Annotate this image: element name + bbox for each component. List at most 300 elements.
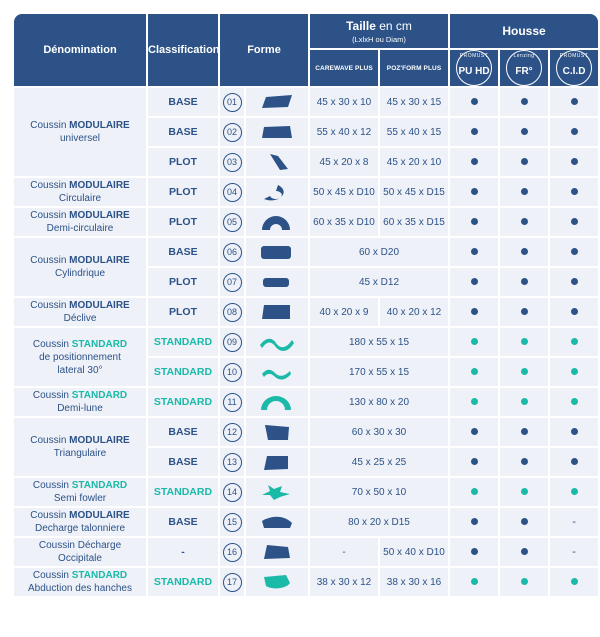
housse-lenzing-cell	[500, 538, 548, 566]
housse-title: Housse	[502, 24, 546, 38]
housse-puhd-cell	[450, 268, 498, 296]
housse-lenzing-cell	[500, 358, 548, 386]
number-badge: 03	[223, 153, 242, 172]
product-name-line2: de positionnement	[39, 351, 121, 363]
pozform-size-cell: 50 x 45 x D15	[380, 178, 448, 206]
housse-lenzing-cell	[500, 508, 548, 536]
shape-cell	[246, 358, 308, 386]
housse-cid-cell	[550, 238, 598, 266]
number-badge: 04	[223, 183, 242, 202]
product-prefix: Coussin	[32, 480, 69, 491]
product-name-line2: Circulaire	[58, 193, 102, 204]
availability-dot-icon	[571, 188, 578, 195]
availability-dot-icon	[571, 248, 578, 255]
shape-cell	[246, 568, 308, 596]
unavailable-dash: -	[572, 546, 576, 558]
product-name	[14, 238, 146, 296]
shape-cell	[246, 478, 308, 506]
housse-puhd-cell	[450, 208, 498, 236]
housse-lenzing-cell	[500, 268, 548, 296]
product-name-line1	[20, 479, 140, 492]
logo-puhd-main: PU HD	[458, 65, 490, 77]
product-prefix: Coussin	[32, 390, 69, 401]
product-keyword: MODULAIRE	[69, 510, 130, 521]
housse-puhd-cell	[450, 238, 498, 266]
slab-b-shape-icon	[258, 123, 296, 142]
housse-puhd-cell	[450, 178, 498, 206]
product-name-line2: Semi fowler	[53, 493, 107, 504]
product-name-line1	[20, 434, 140, 447]
housse-lenzing-cell	[500, 388, 548, 416]
availability-dot-icon	[471, 488, 478, 495]
availability-dot-icon	[471, 518, 478, 525]
number-badge: 15	[223, 513, 242, 532]
product-name-line1	[20, 209, 140, 222]
housse-cid-cell	[550, 418, 598, 446]
shape-cell	[246, 508, 308, 536]
slab-a-shape-icon	[258, 93, 296, 112]
size-cell: 70 x 50 x 10	[310, 478, 448, 506]
product-name	[14, 508, 146, 536]
product-name-line1	[20, 299, 140, 312]
table-row	[14, 478, 598, 506]
product-prefix: Coussin	[32, 338, 69, 350]
product-name-line2: Cylindrique	[54, 268, 106, 279]
product-name-line2: Occipitale	[58, 553, 102, 564]
table-row	[14, 568, 598, 596]
number-cell	[220, 478, 244, 506]
housse-cid-cell	[550, 568, 598, 596]
classification-cell: BASE	[148, 238, 218, 266]
product-prefix: Coussin Décharge	[38, 540, 122, 551]
availability-dot-icon	[521, 428, 528, 435]
availability-dot-icon	[521, 128, 528, 135]
housse-puhd-cell	[450, 478, 498, 506]
classification-cell: STANDARD	[148, 328, 218, 356]
product-keyword: MODULAIRE	[69, 300, 130, 311]
table-row	[14, 418, 598, 446]
classification-cell: BASE	[148, 448, 218, 476]
classification-cell: PLOT	[148, 148, 218, 176]
number-cell	[220, 208, 244, 236]
product-name-line2: Demi-circulaire	[46, 223, 114, 234]
housse-cid-cell	[550, 388, 598, 416]
carewave-size-cell: 45 x 20 x 8	[310, 148, 378, 176]
table-row	[14, 238, 598, 266]
availability-dot-icon	[521, 518, 528, 525]
product-name	[14, 178, 146, 206]
carewave-size-cell: 50 x 45 x D10	[310, 178, 378, 206]
availability-dot-icon	[471, 398, 478, 405]
size-cell: 180 x 55 x 15	[310, 328, 448, 356]
ring-shape-icon	[258, 183, 296, 202]
logo-lenzing-top: Lenzing	[513, 53, 535, 59]
housse-cid-cell	[550, 178, 598, 206]
availability-dot-icon	[521, 458, 528, 465]
product-name-line1	[20, 338, 140, 351]
housse-lenzing-cell	[500, 478, 548, 506]
shape-cell	[246, 448, 308, 476]
number-badge: 07	[223, 273, 242, 292]
classification-cell: PLOT	[148, 268, 218, 296]
number-badge: 08	[223, 303, 242, 322]
availability-dot-icon	[471, 278, 478, 285]
carewave-size-cell: 45 x 30 x 10	[310, 88, 378, 116]
product-name	[14, 538, 146, 566]
product-name-line2: Déclive	[63, 313, 97, 324]
housse-cid-cell	[550, 448, 598, 476]
housse-lenzing-cell	[500, 418, 548, 446]
product-keyword: MODULAIRE	[69, 210, 130, 221]
size-cell: 45 x D12	[310, 268, 448, 296]
number-cell	[220, 178, 244, 206]
availability-dot-icon	[571, 428, 578, 435]
housse-cid-cell	[550, 358, 598, 386]
product-name-line1	[20, 254, 140, 267]
cyl-small-shape-icon	[258, 273, 296, 292]
availability-dot-icon	[571, 338, 578, 345]
number-badge: 14	[223, 483, 242, 502]
housse-puhd-cell	[450, 118, 498, 146]
availability-dot-icon	[471, 248, 478, 255]
product-name-line2: Triangulaire	[53, 448, 107, 459]
table-row	[14, 178, 598, 206]
wedge-shape-icon	[258, 303, 296, 322]
classification-cell: STANDARD	[148, 568, 218, 596]
number-cell	[220, 358, 244, 386]
wave-big-shape-icon	[258, 333, 296, 352]
number-cell	[220, 538, 244, 566]
availability-dot-icon	[521, 548, 528, 555]
pozform-size-cell: 45 x 30 x 15	[380, 88, 448, 116]
classification-cell: PLOT	[148, 208, 218, 236]
number-cell	[220, 448, 244, 476]
availability-dot-icon	[521, 368, 528, 375]
tri-a-shape-icon	[258, 423, 296, 442]
housse-lenzing-cell	[500, 118, 548, 146]
header-classification: Classification	[148, 14, 218, 86]
housse-puhd-cell	[450, 148, 498, 176]
product-name	[14, 388, 146, 416]
number-cell	[220, 88, 244, 116]
pozform-size-cell: 50 x 40 x D10	[380, 538, 448, 566]
housse-puhd-cell	[450, 88, 498, 116]
availability-dot-icon	[471, 128, 478, 135]
shape-cell	[246, 298, 308, 326]
availability-dot-icon	[571, 98, 578, 105]
logo-puhd-top: PROMUST	[459, 53, 489, 59]
number-cell	[220, 148, 244, 176]
size-cell: 60 x D20	[310, 238, 448, 266]
availability-dot-icon	[471, 338, 478, 345]
availability-dot-icon	[571, 308, 578, 315]
availability-dot-icon	[471, 308, 478, 315]
number-badge: 06	[223, 243, 242, 262]
pozform-size-cell: 60 x 35 x D15	[380, 208, 448, 236]
housse-puhd-cell	[450, 418, 498, 446]
heel-shape-icon	[258, 513, 296, 532]
classification-cell: STANDARD	[148, 358, 218, 386]
product-name-line2: universel	[59, 133, 101, 144]
number-cell	[220, 118, 244, 146]
taille-title: Taille	[346, 18, 376, 33]
housse-lenzing-cell	[500, 208, 548, 236]
number-badge: 11	[223, 393, 242, 412]
number-cell	[220, 298, 244, 326]
product-keyword: MODULAIRE	[69, 255, 130, 266]
availability-dot-icon	[471, 218, 478, 225]
pozform-size-cell: 55 x 40 x 15	[380, 118, 448, 146]
housse-cid-cell	[550, 88, 598, 116]
classification-cell: PLOT	[148, 298, 218, 326]
number-badge: 02	[223, 123, 242, 142]
pozform-size-cell: 38 x 30 x 16	[380, 568, 448, 596]
tri-b-shape-icon	[258, 453, 296, 472]
number-cell	[220, 238, 244, 266]
number-badge: 09	[223, 333, 242, 352]
availability-dot-icon	[571, 578, 578, 585]
product-table	[12, 12, 600, 598]
cyl-big-shape-icon	[258, 243, 296, 262]
product-name	[14, 478, 146, 506]
table-row	[14, 328, 598, 356]
product-keyword: MODULAIRE	[69, 120, 130, 131]
table-row	[14, 88, 598, 116]
shape-cell	[246, 538, 308, 566]
housse-cid-cell	[550, 478, 598, 506]
size-cell: 80 x 20 x D15	[310, 508, 448, 536]
product-name-line2: Abduction des hanches	[28, 583, 132, 594]
number-badge: 17	[223, 573, 242, 592]
number-cell	[220, 268, 244, 296]
product-prefix: Coussin	[30, 255, 67, 266]
taille-subtitle: (LxlxH ou Diam)	[352, 34, 406, 44]
table-row	[14, 508, 598, 536]
product-name-line2: Demi-lune	[57, 403, 103, 414]
housse-puhd-cell	[450, 568, 498, 596]
housse-puhd-cell	[450, 538, 498, 566]
product-name	[14, 208, 146, 236]
table-row	[14, 298, 598, 326]
classification-cell: -	[148, 538, 218, 566]
shape-cell	[246, 238, 308, 266]
header-housse	[450, 14, 598, 48]
product-name	[14, 568, 146, 596]
availability-dot-icon	[471, 368, 478, 375]
plot-shape-icon	[258, 153, 296, 172]
size-cell: 130 x 80 x 20	[310, 388, 448, 416]
availability-dot-icon	[471, 98, 478, 105]
product-keyword: STANDARD	[71, 480, 128, 491]
product-keyword: STANDARD	[71, 338, 128, 350]
shape-cell	[246, 268, 308, 296]
shape-cell	[246, 88, 308, 116]
pozform-size-cell: 40 x 20 x 12	[380, 298, 448, 326]
classification-cell: BASE	[148, 508, 218, 536]
header-denomination: Dénomination	[14, 14, 146, 86]
product-name-line3: lateral 30°	[57, 364, 103, 376]
header-carewave: CAREWAVE PLUS	[310, 50, 378, 86]
classification-cell: STANDARD	[148, 478, 218, 506]
availability-dot-icon	[471, 458, 478, 465]
availability-dot-icon	[521, 188, 528, 195]
housse-puhd-cell	[450, 328, 498, 356]
availability-dot-icon	[571, 398, 578, 405]
housse-puhd-cell	[450, 388, 498, 416]
header-forme: Forme	[220, 14, 308, 86]
availability-dot-icon	[471, 548, 478, 555]
availability-dot-icon	[571, 458, 578, 465]
shape-cell	[246, 208, 308, 236]
classification-cell: BASE	[148, 418, 218, 446]
header-taille	[310, 14, 448, 48]
carewave-size-cell: 55 x 40 x 12	[310, 118, 378, 146]
housse-puhd-cell	[450, 448, 498, 476]
availability-dot-icon	[521, 488, 528, 495]
availability-dot-icon	[521, 218, 528, 225]
housse-lenzing-cell	[500, 88, 548, 116]
availability-dot-icon	[471, 158, 478, 165]
housse-cid-cell	[550, 268, 598, 296]
housse-lenzing-cell	[500, 238, 548, 266]
number-badge: 05	[223, 213, 242, 232]
classification-cell: BASE	[148, 88, 218, 116]
product-prefix: Coussin	[30, 180, 67, 191]
availability-dot-icon	[471, 188, 478, 195]
table-row	[14, 208, 598, 236]
carewave-size-cell: 40 x 20 x 9	[310, 298, 378, 326]
product-prefix: Coussin	[30, 210, 67, 221]
logo-lenzing-main: FR°	[515, 65, 533, 77]
unavailable-dash: -	[572, 516, 576, 528]
product-name-line1	[20, 119, 140, 132]
product-name	[14, 418, 146, 476]
header-pozform: POZ'FORM PLUS	[380, 50, 448, 86]
carewave-size-cell: 60 x 35 x D10	[310, 208, 378, 236]
availability-dot-icon	[521, 338, 528, 345]
housse-lenzing-cell	[500, 148, 548, 176]
size-cell: 170 x 55 x 15	[310, 358, 448, 386]
product-keyword: MODULAIRE	[69, 180, 130, 191]
carewave-size-cell: 38 x 30 x 12	[310, 568, 378, 596]
housse-lenzing-cell	[500, 178, 548, 206]
availability-dot-icon	[521, 278, 528, 285]
housse-cid-cell	[550, 508, 598, 536]
product-prefix: Coussin	[30, 300, 67, 311]
classification-cell: BASE	[148, 118, 218, 146]
shape-cell	[246, 148, 308, 176]
availability-dot-icon	[571, 278, 578, 285]
shape-cell	[246, 118, 308, 146]
product-table-container	[12, 12, 589, 598]
classification-cell: STANDARD	[148, 388, 218, 416]
shape-cell	[246, 178, 308, 206]
wave-small-shape-icon	[258, 363, 296, 382]
product-keyword: STANDARD	[71, 570, 128, 581]
logo-cid-top: PROMUST	[559, 53, 589, 59]
product-name	[14, 298, 146, 326]
number-badge: 01	[223, 93, 242, 112]
housse-lenzing-cell	[500, 298, 548, 326]
availability-dot-icon	[521, 98, 528, 105]
shape-cell	[246, 388, 308, 416]
availability-dot-icon	[521, 158, 528, 165]
number-cell	[220, 388, 244, 416]
product-keyword: MODULAIRE	[69, 435, 130, 446]
housse-cid-cell	[550, 118, 598, 146]
logo-lenzing	[500, 50, 548, 86]
product-prefix: Coussin	[30, 435, 67, 446]
table-row	[14, 388, 598, 416]
housse-puhd-cell	[450, 508, 498, 536]
table-row	[14, 538, 598, 566]
classification-cell: PLOT	[148, 178, 218, 206]
availability-dot-icon	[521, 308, 528, 315]
product-keyword: STANDARD	[71, 390, 128, 401]
product-name-line1	[20, 509, 140, 522]
availability-dot-icon	[521, 578, 528, 585]
availability-dot-icon	[521, 398, 528, 405]
availability-dot-icon	[571, 128, 578, 135]
halfmoon-shape-icon	[258, 393, 296, 412]
product-prefix: Coussin	[32, 570, 69, 581]
availability-dot-icon	[571, 158, 578, 165]
housse-cid-cell	[550, 148, 598, 176]
availability-dot-icon	[471, 578, 478, 585]
halfring-shape-icon	[258, 213, 296, 232]
product-name-line1	[20, 569, 140, 582]
pozform-size-cell: 45 x 20 x 10	[380, 148, 448, 176]
number-cell	[220, 418, 244, 446]
product-name	[14, 328, 146, 386]
housse-cid-cell	[550, 298, 598, 326]
housse-puhd-cell	[450, 358, 498, 386]
housse-cid-cell	[550, 328, 598, 356]
number-cell	[220, 328, 244, 356]
shape-cell	[246, 328, 308, 356]
product-prefix: Coussin	[30, 510, 67, 521]
size-cell: 45 x 25 x 25	[310, 448, 448, 476]
product-table-body	[14, 88, 598, 596]
number-cell	[220, 508, 244, 536]
product-name-line1	[20, 179, 140, 192]
occipital-shape-icon	[258, 543, 296, 562]
product-prefix: Coussin	[30, 120, 67, 131]
taille-unit: en cm	[379, 18, 412, 33]
housse-lenzing-cell	[500, 448, 548, 476]
carewave-size-cell: -	[310, 538, 378, 566]
shape-cell	[246, 418, 308, 446]
availability-dot-icon	[571, 218, 578, 225]
availability-dot-icon	[521, 248, 528, 255]
product-name-line2: Decharge talonniere	[34, 523, 126, 534]
product-name-line1	[20, 389, 140, 402]
logo-cid	[550, 50, 598, 86]
housse-cid-cell	[550, 208, 598, 236]
number-badge: 13	[223, 453, 242, 472]
product-name-line1	[20, 539, 140, 552]
logo-puhd	[450, 50, 498, 86]
number-badge: 12	[223, 423, 242, 442]
logo-cid-main: C.I.D	[562, 65, 586, 77]
housse-lenzing-cell	[500, 328, 548, 356]
availability-dot-icon	[571, 488, 578, 495]
availability-dot-icon	[571, 368, 578, 375]
housse-cid-cell	[550, 538, 598, 566]
fowler-shape-icon	[258, 483, 296, 502]
abduction-shape-icon	[258, 573, 296, 592]
number-cell	[220, 568, 244, 596]
